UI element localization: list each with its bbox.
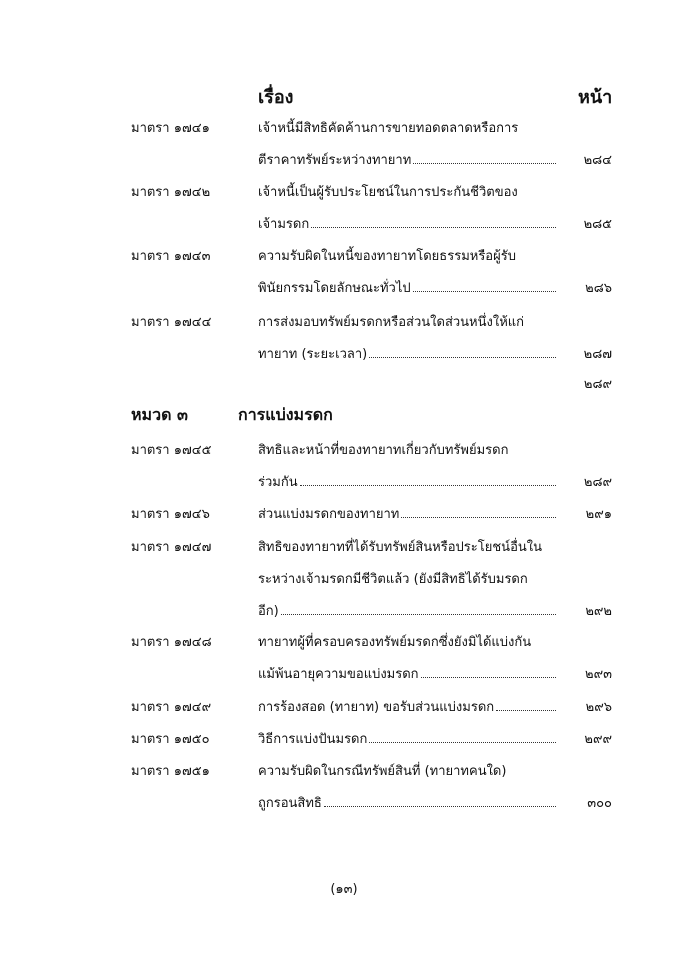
- dot-leader: [369, 742, 556, 743]
- entry-title-text: อีก): [258, 604, 279, 619]
- section-number: มาตรา ๑๗๔๓: [131, 249, 211, 264]
- entry-page-number: ๒๙๓: [585, 667, 612, 682]
- entry-title-line: [258, 277, 558, 301]
- entry-title-line: [258, 696, 558, 720]
- footer-page-number: (๑๓): [330, 882, 358, 897]
- entry-title-text: ถูกรอนสิทธิ: [258, 796, 322, 811]
- section-number: มาตรา ๑๗๔๗: [131, 540, 212, 555]
- section-number: มาตรา ๑๗๔๖: [131, 507, 210, 522]
- entry-page-number: ๒๘๖: [585, 281, 612, 296]
- entry-title-line: [258, 600, 558, 624]
- entry-title-line: สิทธิและหน้าที่ของทายาทเกี่ยวกับทรัพย์มรดก: [258, 443, 509, 458]
- dot-leader: [281, 614, 556, 615]
- entry-title-line: การส่งมอบทรัพย์มรดกหรือส่วนใดส่วนหนึ่งให้แก่: [258, 315, 525, 330]
- dot-leader: [300, 485, 556, 486]
- entry-title-line: ระหว่างเจ้ามรดกมีชีวิตแล้ว (ยังมีสิทธิได้รับมรดก: [258, 572, 528, 587]
- entry-title-text: ทายาท (ระยะเวลา): [258, 347, 368, 362]
- entry-page-number: ๒๘๙: [583, 475, 612, 490]
- dot-leader: [311, 227, 556, 228]
- entry-title-line: เจ้าหนี้เป็นผู้รับประโยชน์ในการประกันชีวิตของ: [258, 185, 518, 200]
- entry-page-number: ๒๙๒: [585, 604, 612, 619]
- entry-title-line: สิทธิของทายาทที่ได้รับทรัพย์สินหรือประโยชน์อื่นใน: [258, 540, 542, 555]
- entry-title-text: การร้องสอด (ทายาท) ขอรับส่วนแบ่งมรดก: [258, 700, 495, 715]
- dot-leader: [413, 163, 556, 164]
- dot-leader: [496, 710, 556, 711]
- entry-page-number: ๒๙๑: [585, 507, 612, 522]
- dot-leader: [413, 291, 556, 292]
- section-number: มาตรา ๑๗๔๙: [131, 700, 212, 715]
- toc-header-title: เรื่อง: [258, 87, 294, 108]
- entry-title-line: [258, 792, 558, 816]
- toc-header-page-label: หน้า: [578, 87, 613, 108]
- section-number: มาตรา ๑๗๔๔: [131, 315, 212, 330]
- entry-title-line: [258, 503, 558, 527]
- entry-title-text: ส่วนแบ่งมรดกของทายาท: [258, 507, 400, 522]
- entry-title-text: ตีราคาทรัพย์ระหว่างทายาท: [258, 153, 412, 168]
- entry-page-number: ๒๘๔: [583, 153, 612, 168]
- entry-title-text: เจ้ามรดก: [258, 217, 310, 232]
- section-title: การแบ่งมรดก: [238, 405, 333, 424]
- entry-title-line: ทายาทผู้ที่ครอบครองทรัพย์มรดกซึ่งยังมิได้แบ่งกัน: [258, 635, 532, 650]
- section-number: มาตรา ๑๗๔๒: [131, 185, 211, 200]
- section-number: มาตรา ๑๗๔๑: [131, 121, 210, 136]
- entry-title-text: วิธีการแบ่งปันมรดก: [258, 732, 368, 747]
- section-label: หมวด ๓: [131, 405, 188, 424]
- entry-title-text: ร่วมกัน: [258, 475, 298, 490]
- entry-page-number: ๓๐๐: [587, 796, 612, 811]
- section-number: มาตรา ๑๗๔๕: [131, 443, 212, 458]
- dot-leader: [421, 677, 556, 678]
- entry-title-line: [258, 728, 558, 752]
- dot-leader: [369, 357, 556, 358]
- entry-title-line: ความรับผิดในกรณีทรัพย์สินที่ (ทายาทคนใด): [258, 764, 507, 779]
- entry-title-line: [258, 471, 558, 495]
- entry-title-line: เจ้าหนี้มีสิทธิคัดค้านการขายทอดตลาดหรือการ: [258, 121, 519, 136]
- entry-page-number: ๒๘๗: [583, 347, 612, 362]
- entry-title-text: แม้พ้นอายุความขอแบ่งมรดก: [258, 667, 419, 682]
- section-number: มาตรา ๑๗๕๑: [131, 764, 210, 779]
- entry-page-number: ๒๙๙: [584, 732, 612, 747]
- entry-title-line: ความรับผิดในหนี้ของทายาทโดยธรรมหรือผู้รับ: [258, 249, 516, 264]
- dot-leader: [401, 517, 556, 518]
- entry-page-number: ๒๙๖: [585, 700, 612, 715]
- entry-title-line: [258, 343, 558, 367]
- dot-leader: [324, 806, 556, 807]
- section-number: มาตรา ๑๗๔๘: [131, 635, 212, 650]
- entry-title-line: [258, 213, 558, 237]
- entry-page-number: ๒๘๕: [583, 217, 612, 232]
- standalone-page-number: ๒๘๙: [583, 377, 612, 392]
- section-number: มาตรา ๑๗๕๐: [131, 732, 210, 747]
- entry-title-line: [258, 663, 558, 687]
- entry-title-line: [258, 149, 558, 173]
- entry-title-text: พินัยกรรมโดยลักษณะทั่วไป: [258, 281, 411, 296]
